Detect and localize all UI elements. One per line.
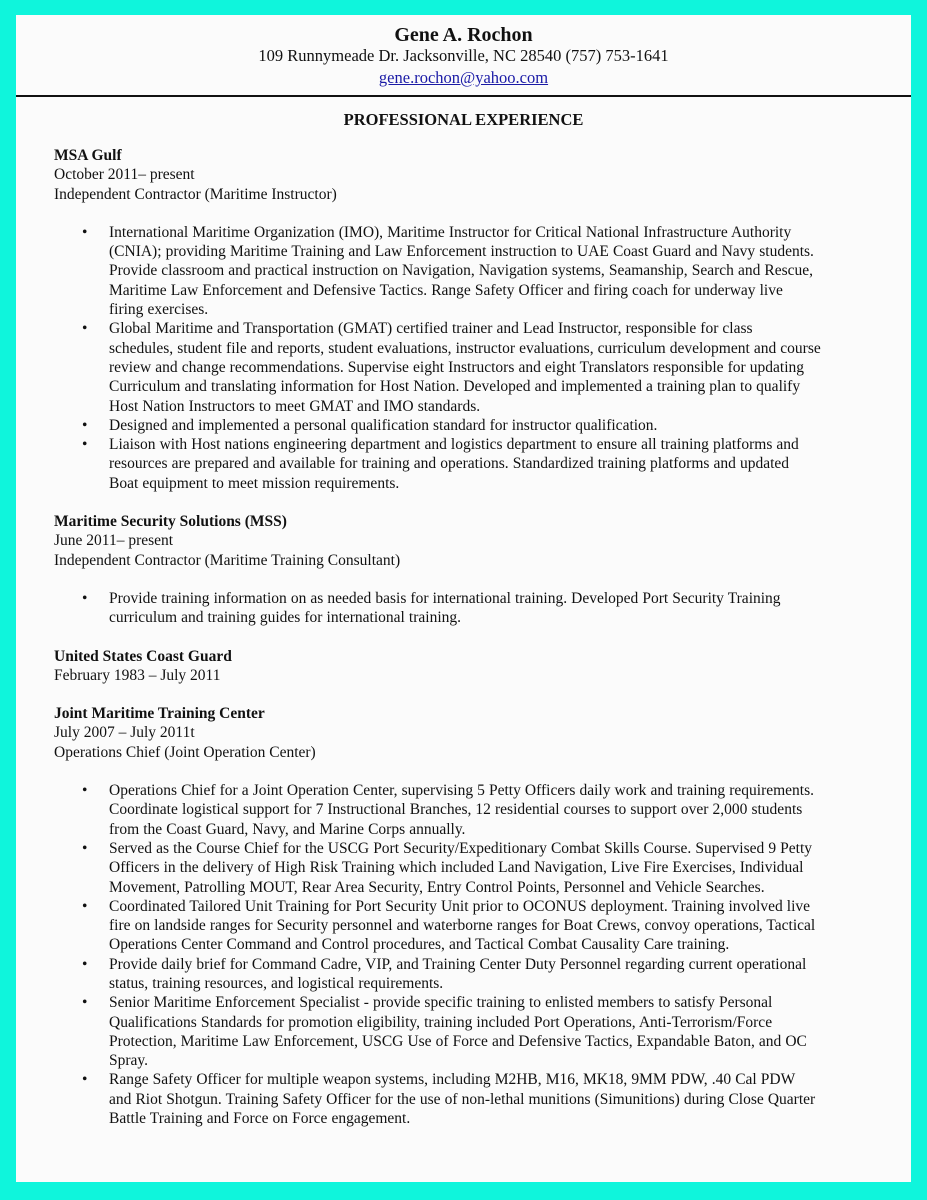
- job-company: Joint Maritime Training Center: [54, 705, 265, 723]
- bullet-icon: •: [82, 839, 88, 857]
- bullet-text-line: Host Nation Instructors to meet GMAT and IMO standards.: [109, 397, 481, 415]
- bullet-text-line: Operations Chief for a Joint Operation Center, supervising 5 Petty Officers daily work and training requirements.: [109, 782, 815, 800]
- bullet-icon: •: [82, 994, 88, 1012]
- job-bullet: [54, 993, 894, 1070]
- bullet-text-line: Coordinated Tailored Unit Training for Port Security Unit prior to OCONUS deployment. Training involved live: [109, 897, 811, 915]
- job-dates: October 2011– present: [54, 166, 195, 184]
- job-entry: [54, 512, 894, 627]
- bullet-text-line: Designed and implemented a personal qualification standard for instructor qualification.: [109, 416, 658, 434]
- bullet-text-line: Provide classroom and practical instruction on Navigation, Navigation systems, Seamanship, Search and Rescue,: [109, 262, 814, 280]
- job-title: Independent Contractor (Maritime Training Consultant): [54, 551, 401, 569]
- bullet-text-line: fire on landside ranges for Security personnel and waterborne ranges for Boat Crews, convoy operations, Tactical: [109, 917, 816, 935]
- bullet-text-line: Range Safety Officer for multiple weapon systems, including M2HB, M16, MK18, 9MM PDW, .40 Cal PDW: [109, 1071, 796, 1089]
- job-bullet: [54, 897, 894, 955]
- bullet-icon: •: [82, 436, 88, 454]
- email-link[interactable]: gene.rochon@yahoo.com: [378, 68, 549, 87]
- bullet-icon: •: [82, 897, 88, 915]
- bullet-text-line: Spray.: [109, 1052, 149, 1070]
- job-bullet: [54, 589, 894, 628]
- bullet-text-line: Qualifications Standards for promotion eligibility, training included Port Operations, Anti-Terrorism/Force: [109, 1013, 773, 1031]
- bullet-icon: •: [82, 955, 88, 973]
- job-bullet-list: [54, 781, 894, 1128]
- resume-page: [16, 15, 911, 1182]
- section-title: PROFESSIONAL EXPERIENCE: [343, 110, 584, 129]
- bullet-text-line: Curriculum and translating information for Host Nation. Developed and implemented a training plan to qualify: [109, 378, 801, 396]
- job-company: United States Coast Guard: [54, 647, 232, 665]
- bullet-icon: •: [82, 589, 88, 607]
- job-bullet: [54, 839, 894, 897]
- bullet-text-line: Maritime Law Enforcement and Defensive Tactics. Range Safety Officer and firing coach for underway live: [109, 281, 783, 299]
- bullet-icon: •: [82, 416, 88, 434]
- bullet-text-line: resources are prepared and available for training and operations. Standardized training platforms and updated: [109, 455, 790, 473]
- bullet-text-line: Protection, Maritime Law Enforcement, USCG Use of Force and Defensive Tactics, Expandable Baton, and OC: [109, 1032, 807, 1050]
- bullet-text-line: firing exercises.: [109, 301, 209, 319]
- job-company: Maritime Security Solutions (MSS): [54, 513, 287, 531]
- bullet-icon: •: [82, 223, 88, 241]
- bullet-text-line: Boat equipment to meet mission requirements.: [109, 474, 400, 492]
- contact-address: 109 Runnymeade Dr. Jacksonville, NC 28540 (757) 753-1641: [258, 46, 669, 65]
- job-entry: [54, 704, 894, 1128]
- job-dates: July 2007 – July 2011t: [54, 724, 195, 742]
- job-dates: June 2011– present: [54, 532, 174, 550]
- bullet-text-line: Provide daily brief for Command Cadre, VIP, and Training Center Duty Personnel regarding current operational: [109, 955, 807, 973]
- bullet-text-line: Coordinate logistical support for 7 Instructional Branches, 12 residential courses to support over 2,000 students: [109, 801, 803, 819]
- job-title: Independent Contractor (Maritime Instructor): [54, 185, 337, 203]
- job-company: MSA Gulf: [54, 147, 122, 164]
- bullet-icon: •: [82, 782, 88, 800]
- bullet-icon: •: [82, 1071, 88, 1089]
- bullet-text-line: Movement, Patrolling MOUT, Rear Area Security, Entry Control Points, Personnel and Vehicle Searches.: [109, 878, 765, 896]
- job-entry: [54, 647, 894, 686]
- bullet-text-line: and Riot Shotgun. Training Safety Officer for the use of non-lethal munitions (Simunitions) during Close Quarter: [109, 1090, 816, 1108]
- job-bullet: [54, 223, 894, 319]
- bullet-text-line: (CNIA); providing Maritime Training and Law Enforcement instruction to UAE Coast Guard and Navy students.: [109, 243, 814, 261]
- job-bullet: [54, 319, 894, 415]
- bullet-text-line: International Maritime Organization (IMO), Maritime Instructor for Critical National Infrastructure Authority: [109, 223, 792, 241]
- job-bullet: [54, 435, 894, 493]
- candidate-name: Gene A. Rochon: [394, 24, 533, 46]
- header-divider: [16, 95, 911, 97]
- job-bullet: [54, 955, 894, 994]
- bullet-text-line: Liaison with Host nations engineering department and logistics department to ensure all training platforms and: [109, 436, 799, 454]
- job-bullet: [54, 1070, 894, 1128]
- bullet-text-line: Provide training information on as needed basis for international training. Developed Port Security Training: [109, 589, 781, 607]
- bullet-text-line: Operations Center Command and Control procedures, and Tactical Combat Causality Care training.: [109, 936, 730, 954]
- job-bullet: [54, 781, 894, 839]
- bullet-text-line: Global Maritime and Transportation (GMAT) certified trainer and Lead Instructor, responsible for class: [109, 320, 753, 338]
- bullet-text-line: status, training resources, and logistical requirements.: [109, 974, 444, 992]
- job-bullet-list: [54, 589, 894, 628]
- experience-list: [54, 146, 894, 1128]
- job-title: Operations Chief (Joint Operation Center): [54, 743, 316, 761]
- bullet-text-line: Officers in the delivery of High Risk Training which included Land Navigation, Live Fire Exercises, Individual: [109, 859, 804, 877]
- bullet-text-line: from the Coast Guard, Navy, and Marine Corps annually.: [109, 820, 466, 838]
- job-bullet: [54, 416, 894, 435]
- bullet-text-line: Served as the Course Chief for the USCG Port Security/Expeditionary Combat Skills Course. Supervised 9 Petty: [109, 839, 813, 857]
- bullet-text-line: Battle Training and Force on Force engagement.: [109, 1110, 411, 1128]
- bullet-text-line: Senior Maritime Enforcement Specialist - provide specific training to enlisted members to satisfy Personal: [109, 994, 773, 1012]
- contact-email-row: [16, 68, 911, 88]
- job-entry: [54, 146, 894, 493]
- job-dates: February 1983 – July 2011: [54, 666, 221, 684]
- bullet-text-line: curriculum and training guides for international training.: [109, 609, 462, 627]
- job-bullet-list: [54, 223, 894, 493]
- bullet-text-line: review and change recommendations. Supervise eight Instructors and eight Translators responsible for updating: [109, 358, 805, 376]
- bullet-icon: •: [82, 320, 88, 338]
- bullet-text-line: schedules, student file and reports, student evaluations, instructor evaluations, curriculum development and course: [109, 339, 821, 357]
